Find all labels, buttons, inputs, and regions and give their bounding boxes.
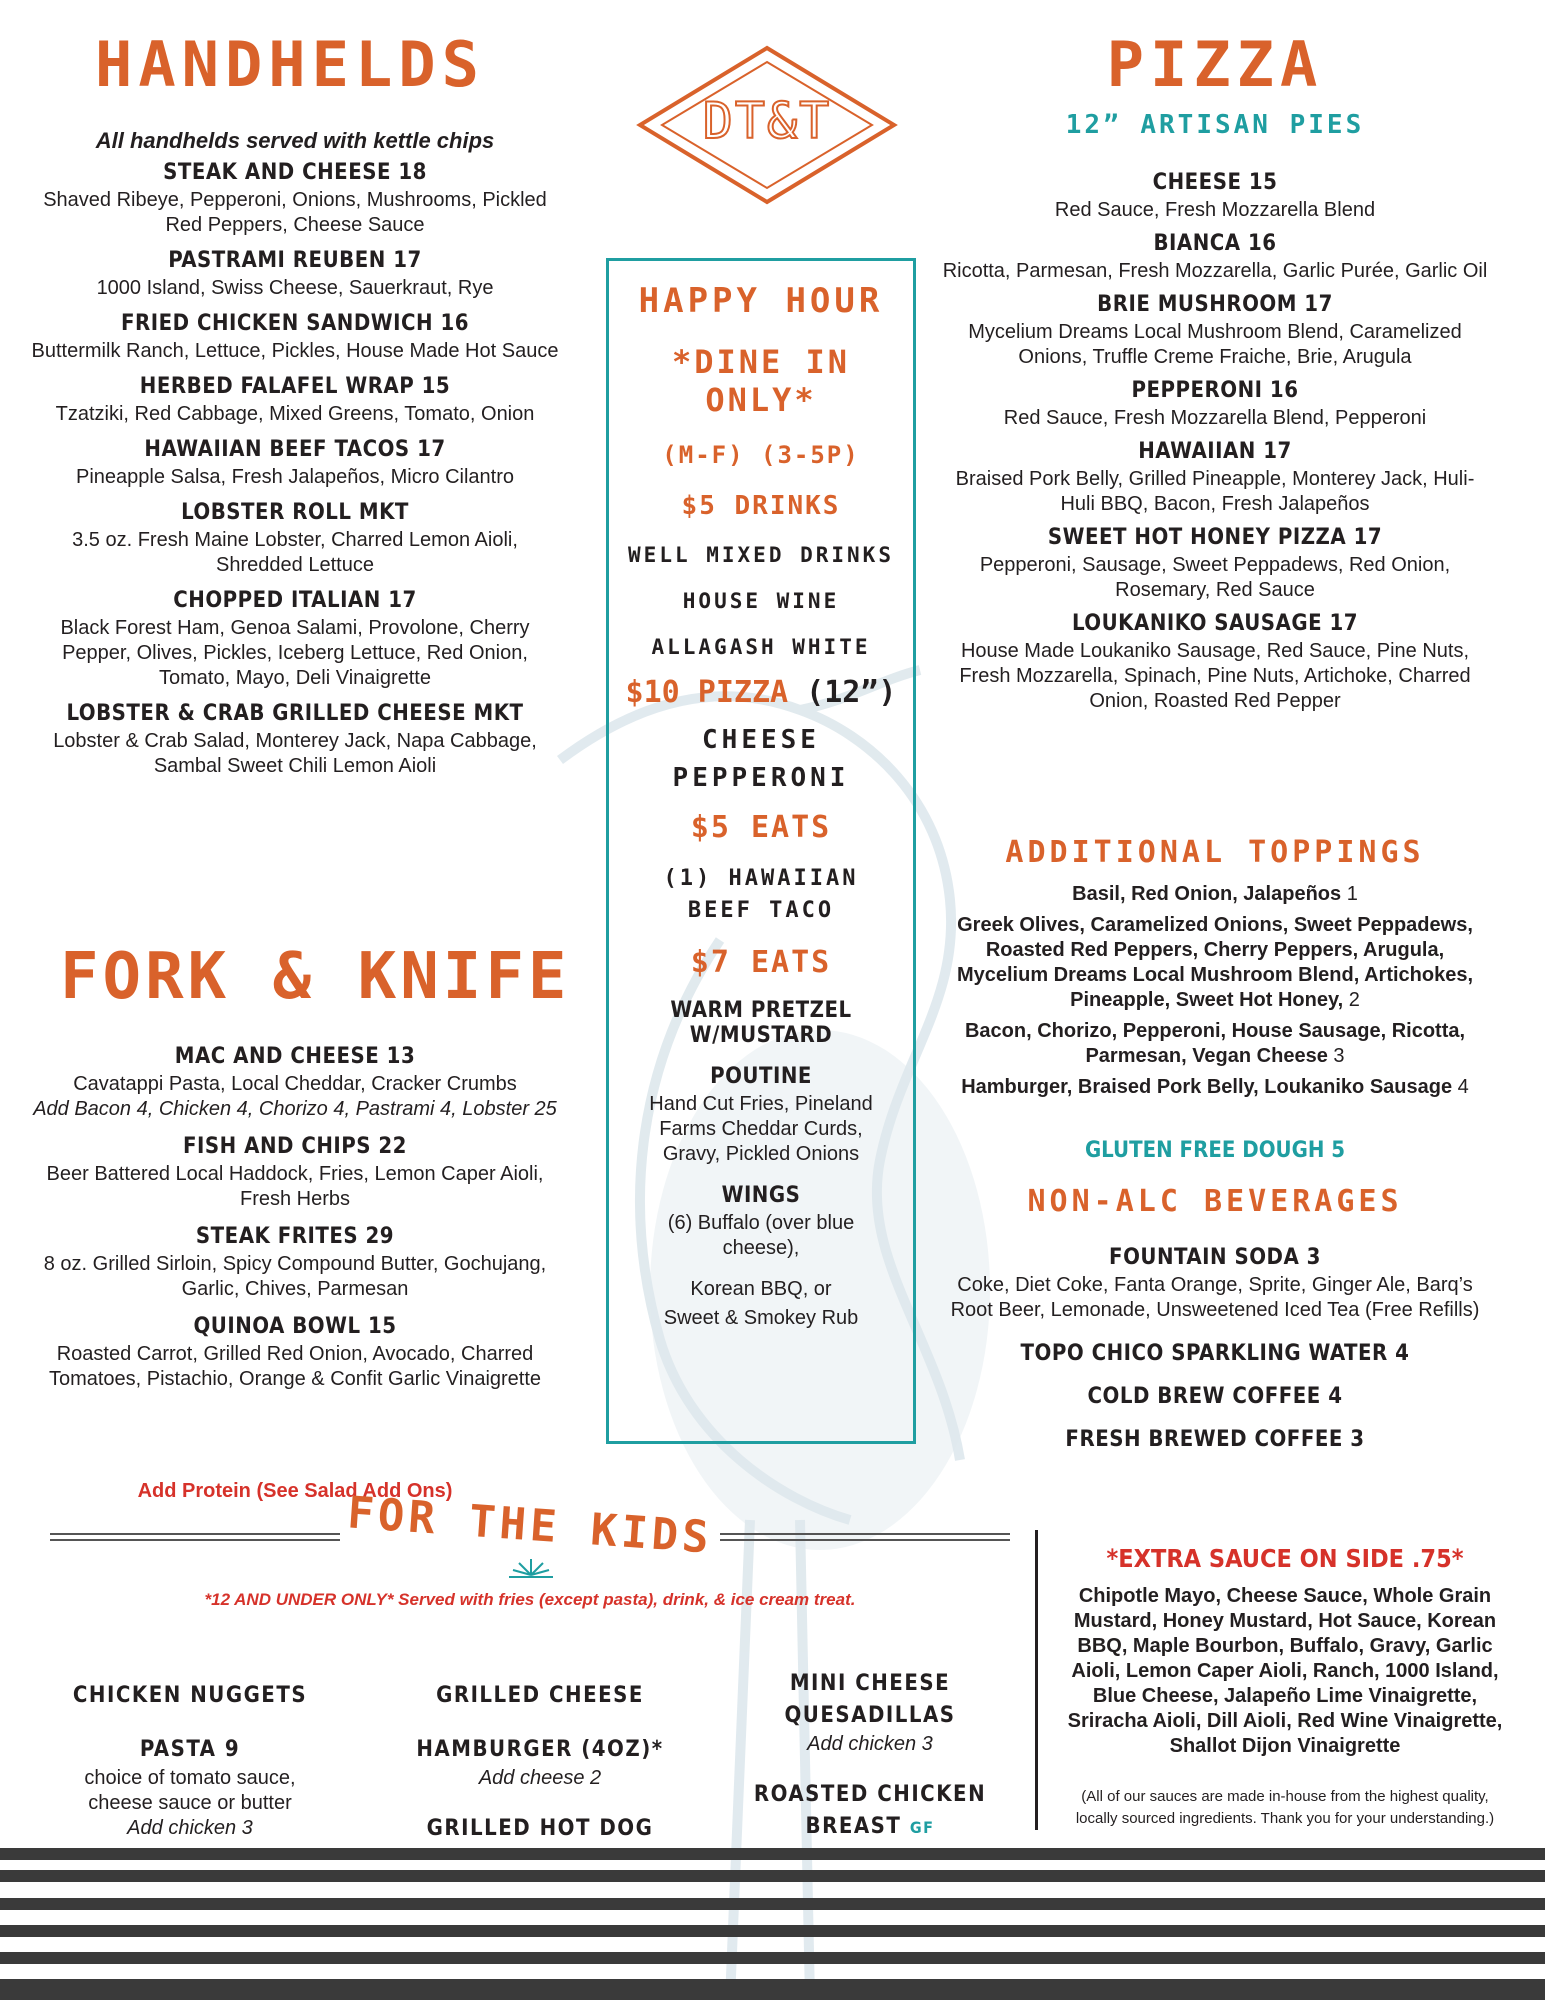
menu-item-name: BRIE MUSHROOM 17 xyxy=(1097,292,1333,317)
menu-item-name: QUINOA BOWL 15 xyxy=(193,1314,397,1339)
eats7-title: $7 EATS xyxy=(690,945,832,980)
menu-item xyxy=(940,1384,1490,1409)
topping-group-text: Hamburger, Braised Pork Belly, Loukaniko Sausage xyxy=(961,1076,1453,1098)
menu-item xyxy=(940,378,1490,431)
wings-option: Korean BBQ, or xyxy=(690,1278,832,1300)
kids-item-name xyxy=(730,1668,1010,1732)
menu-item-name: HAWAIIAN 17 xyxy=(1138,439,1292,464)
sauce-footnote: (All of our sauces are made in-house from the highest quality, locally sourced ingredients. Thank you for your understanding.) xyxy=(1075,1788,1495,1827)
stripe xyxy=(0,1925,1545,1937)
gluten-free-tag: GF xyxy=(909,1818,935,1837)
menu-item-desc: 1000 Island, Swiss Cheese, Sauerkraut, Rye xyxy=(96,277,494,299)
pizza-special-item: CHEESE xyxy=(702,725,820,755)
topping-group-text: Basil, Red Onion, Jalapeños xyxy=(1072,883,1342,905)
eats7-item xyxy=(609,1064,913,1167)
kids-item xyxy=(50,1734,330,1841)
topping-group-price: 1 xyxy=(1346,883,1358,905)
pizza-special-item: PEPPERONI xyxy=(672,763,850,793)
menu-item-note: Add Bacon 4, Chicken 4, Chorizo 4, Pastrami 4, Lobster 25 xyxy=(33,1098,557,1120)
eats7-name: WARM PRETZEL W/MUSTARD xyxy=(670,998,852,1048)
menu-item-name: TOPO CHICO SPARKLING WATER 4 xyxy=(1020,1341,1410,1366)
pizza-special-title: $10 PIZZA xyxy=(625,675,789,710)
dine-in-only: *DINE IN ONLY* xyxy=(671,343,851,419)
menu-item-name: FISH AND CHIPS 22 xyxy=(183,1134,407,1159)
menu-item xyxy=(940,611,1490,714)
kids-col2 xyxy=(400,1680,680,1867)
menu-item xyxy=(30,1224,560,1302)
sauce-divider xyxy=(1035,1530,1038,1830)
menu-item-name: CHEESE 15 xyxy=(1152,170,1278,195)
kids-item-name-text: PASTA 9 xyxy=(139,1737,241,1762)
menu-item xyxy=(30,500,560,578)
menu-item xyxy=(940,525,1490,603)
pizza-list xyxy=(940,170,1490,722)
fork-knife-list xyxy=(30,1044,560,1404)
drinks-title: $5 DRINKS xyxy=(681,491,841,521)
dtt-logo-text: DT&T xyxy=(702,92,832,150)
menu-item-name: PEPPERONI 16 xyxy=(1131,378,1299,403)
kids-item xyxy=(50,1680,330,1712)
pizza-title: PIZZA xyxy=(1106,28,1324,101)
menu-item xyxy=(940,1427,1490,1452)
beverages-list xyxy=(940,1245,1490,1470)
kids-item xyxy=(400,1813,680,1845)
happy-hour-box xyxy=(606,258,916,1444)
sauce-list: Chipotle Mayo, Cheese Sauce, Whole Grain Mustard, Honey Mustard, Hot Sauce, Korean BBQ, Maple Bourbon, Buffalo, Gravy, Garlic Aioli, Lemon Caper Aioli, Ranch, 1000 Island, Blue Cheese, Jalapeño Lime Vinaigrette, Sriracha Aioli, Dill Aioli, Red Wine Vinaigrette, Shallot Dijon Vinaigrette xyxy=(1067,1585,1503,1757)
kids-item-name-text: HAMBURGER (4OZ)* xyxy=(416,1737,664,1762)
eats5-item: (1) HAWAIIAN BEEF TACO xyxy=(663,866,859,923)
menu-item xyxy=(30,248,560,301)
menu-item-name: BIANCA 16 xyxy=(1153,231,1277,256)
menu-item-desc: Shaved Ribeye, Pepperoni, Onions, Mushrooms, Pickled Red Peppers, Cheese Sauce xyxy=(43,189,547,236)
menu-item-desc: Pineapple Salsa, Fresh Jalapeños, Micro Cilantro xyxy=(76,466,514,488)
menu-item-name: FOUNTAIN SODA 3 xyxy=(1109,1245,1321,1270)
drink-item: HOUSE WINE xyxy=(682,589,840,613)
eats7-desc: (6) Buffalo (over blue cheese), xyxy=(667,1212,855,1259)
kids-rule-left xyxy=(50,1533,340,1541)
gluten-free-dough: GLUTEN FREE DOUGH 5 xyxy=(1084,1138,1346,1163)
eats7-item xyxy=(609,1183,913,1261)
menu-item-desc: Braised Pork Belly, Grilled Pineapple, Monterey Jack, Huli-Huli BBQ, Bacon, Fresh Jalapeños xyxy=(955,468,1475,515)
topping-group-price: 3 xyxy=(1333,1045,1345,1067)
eats5-title: $5 EATS xyxy=(690,810,832,845)
menu-item-desc: Cavatappi Pasta, Local Cheddar, Cracker Crumbs xyxy=(73,1073,517,1095)
kids-item xyxy=(730,1668,1010,1757)
menu-item-desc: Beer Battered Local Haddock, Fries, Lemon Caper Aioli, Fresh Herbs xyxy=(46,1163,544,1210)
kids-item-name xyxy=(50,1734,330,1766)
menu-item-name: HERBED FALAFEL WRAP 15 xyxy=(139,374,451,399)
menu-item-name: STEAK AND CHEESE 18 xyxy=(163,160,427,185)
menu-item-desc: Lobster & Crab Salad, Monterey Jack, Napa Cabbage, Sambal Sweet Chili Lemon Aioli xyxy=(53,730,537,777)
menu-item-name: FRIED CHICKEN SANDWICH 16 xyxy=(120,311,470,336)
eats7-name: POUTINE xyxy=(710,1064,812,1089)
kids-item-name xyxy=(50,1680,330,1712)
topping-group xyxy=(945,882,1485,907)
topping-group xyxy=(945,1075,1485,1100)
menu-item-name: CHOPPED ITALIAN 17 xyxy=(173,588,417,613)
kids-rule-right xyxy=(720,1533,1010,1541)
menu-item-desc: Pepperoni, Sausage, Sweet Peppadews, Red Onion, Rosemary, Red Sauce xyxy=(979,554,1451,601)
topping-group xyxy=(945,913,1485,1013)
menu-item xyxy=(30,437,560,490)
kids-item-note: Add chicken 3 xyxy=(127,1817,253,1839)
menu-item-desc: Coke, Diet Coke, Fanta Orange, Sprite, Ginger Ale, Barq’s Root Beer, Lemonade, Unsweetened Iced Tea (Free Refills) xyxy=(950,1274,1480,1321)
kids-item-name xyxy=(400,1813,680,1845)
menu-item-name: FRESH BREWED COFFEE 3 xyxy=(1065,1427,1365,1452)
kids-item xyxy=(400,1680,680,1712)
kids-item-note: Add cheese 2 xyxy=(478,1767,602,1789)
drink-item: WELL MIXED DRINKS xyxy=(628,543,894,567)
kids-note: *12 AND UNDER ONLY* Served with fries (except pasta), drink, & ice cream treat. xyxy=(204,1590,856,1609)
kids-item-name-text: GRILLED HOT DOG xyxy=(426,1816,654,1841)
handhelds-list xyxy=(30,160,560,789)
happy-hour-title: HAPPY HOUR xyxy=(638,281,884,321)
menu-item-desc: Tzatziki, Red Cabbage, Mixed Greens, Tomato, Onion xyxy=(55,403,535,425)
menu-item-name: STEAK FRITES 29 xyxy=(195,1224,395,1249)
stripe xyxy=(0,1952,1545,1964)
menu-item-desc: Ricotta, Parmesan, Fresh Mozzarella, Garlic Purée, Garlic Oil xyxy=(942,260,1488,282)
kids-item-name-text: GRILLED CHEESE xyxy=(436,1683,644,1708)
menu-item xyxy=(30,311,560,364)
kids-item-name-text: ROASTED CHICKEN BREAST xyxy=(753,1782,987,1839)
menu-item-desc: Roasted Carrot, Grilled Red Onion, Avocado, Charred Tomatoes, Pistachio, Orange & Confit Garlic Vinaigrette xyxy=(48,1343,542,1390)
sunburst-icon xyxy=(505,1555,557,1581)
menu-item-name: MAC AND CHEESE 13 xyxy=(174,1044,416,1069)
menu-item xyxy=(30,1044,560,1122)
menu-item xyxy=(30,160,560,238)
topping-group-price: 4 xyxy=(1457,1076,1469,1098)
happy-hour-hours: (M-F) (3-5P) xyxy=(662,441,860,469)
menu-item-desc: Buttermilk Ranch, Lettuce, Pickles, House Made Hot Sauce xyxy=(31,340,559,362)
sauce-title: *EXTRA SAUCE ON SIDE .75* xyxy=(1106,1544,1464,1573)
menu-item-desc: Black Forest Ham, Genoa Salami, Provolone, Cherry Pepper, Olives, Pickles, Iceberg Lettuce, Red Onion, Tomato, Mayo, Deli Vinaigrette xyxy=(60,617,530,689)
pizza-special xyxy=(609,675,913,710)
stripe xyxy=(0,1848,1545,1860)
menu-item xyxy=(30,588,560,691)
fork-knife-title: FORK & KNIFE xyxy=(60,940,571,1014)
kids-item-name xyxy=(730,1779,1010,1844)
menu-item-desc: 8 oz. Grilled Sirloin, Spicy Compound Butter, Gochujang, Garlic, Chives, Parmesan xyxy=(43,1253,547,1300)
menu-item-desc: Red Sauce, Fresh Mozzarella Blend, Pepperoni xyxy=(1003,407,1427,429)
eats7-item xyxy=(609,998,913,1048)
menu-item xyxy=(940,170,1490,223)
handhelds-subtitle: All handhelds served with kettle chips xyxy=(95,128,495,153)
handhelds-title: HANDHELDS xyxy=(95,28,485,101)
kids-col1 xyxy=(50,1680,330,1863)
topping-group-text: Bacon, Chorizo, Pepperoni, House Sausage, Ricotta, Parmesan, Vegan Cheese xyxy=(964,1020,1466,1067)
eats7-desc: Hand Cut Fries, Pineland Farms Cheddar Curds, Gravy, Pickled Onions xyxy=(649,1093,873,1165)
toppings-list xyxy=(945,882,1485,1106)
menu-item-name: PASTRAMI REUBEN 17 xyxy=(168,248,422,273)
menu-item xyxy=(940,1341,1490,1366)
menu-item-desc: House Made Loukaniko Sausage, Red Sauce, Pine Nuts, Fresh Mozzarella, Spinach, Pine Nuts, Artichoke, Charred Onion, Roasted Red Pepper xyxy=(959,640,1471,712)
stripe xyxy=(0,1898,1545,1910)
protein-note: Add Protein (See Salad Add Ons) xyxy=(137,1480,453,1502)
menu-item-desc: Mycelium Dreams Local Mushroom Blend, Caramelized Onions, Truffle Creme Fraiche, Brie, Arugula xyxy=(968,321,1462,368)
menu-item xyxy=(30,701,560,779)
topping-group-price: 2 xyxy=(1348,989,1360,1011)
drink-item: ALLAGASH WHITE xyxy=(651,635,871,659)
menu-item-name: SWEET HOT HONEY PIZZA 17 xyxy=(1047,525,1383,550)
menu-item-desc: 3.5 oz. Fresh Maine Lobster, Charred Lemon Aioli, Shredded Lettuce xyxy=(72,529,518,576)
kids-item-note: Add chicken 3 xyxy=(807,1733,933,1755)
eats7-name: WINGS xyxy=(721,1183,801,1208)
kids-title: FOR THE KIDS xyxy=(345,1487,715,1564)
wings-option: Sweet & Smokey Rub xyxy=(663,1307,859,1329)
menu-item xyxy=(940,1245,1490,1323)
kids-item-desc: choice of tomato sauce, cheese sauce or butter xyxy=(84,1767,296,1814)
topping-group xyxy=(945,1019,1485,1069)
beverages-title: NON-ALC BEVERAGES xyxy=(1027,1184,1403,1219)
menu-item-name: LOBSTER & CRAB GRILLED CHEESE MKT xyxy=(66,701,524,726)
kids-item-name-text: MINI CHEESE QUESADILLAS xyxy=(784,1671,956,1728)
kids-item-name xyxy=(400,1680,680,1712)
kids-col3 xyxy=(730,1668,1010,1866)
menu-item-name: LOUKANIKO SAUSAGE 17 xyxy=(1071,611,1359,636)
menu-item xyxy=(30,374,560,427)
menu-item-desc: Red Sauce, Fresh Mozzarella Blend xyxy=(1054,199,1376,221)
pizza-subtitle: 12” ARTISAN PIES xyxy=(1065,110,1365,140)
menu-item xyxy=(30,1314,560,1392)
kids-item xyxy=(400,1734,680,1791)
topping-group-text: Greek Olives, Caramelized Onions, Sweet Peppadews, Roasted Red Peppers, Cherry Peppers, Arugula, Mycelium Dreams Local Mushroom Blend, Artichokes, Pineapple, Sweet Hot Honey, xyxy=(956,914,1474,1011)
pizza-special-size: (12”) xyxy=(806,675,897,710)
menu-item xyxy=(30,1134,560,1212)
menu-item xyxy=(940,439,1490,517)
toppings-title: ADDITIONAL TOPPINGS xyxy=(1005,835,1425,870)
kids-item-name xyxy=(400,1734,680,1766)
kids-item xyxy=(730,1779,1010,1844)
kids-item-name-text: CHICKEN NUGGETS xyxy=(72,1683,308,1708)
menu-item-name: HAWAIIAN BEEF TACOS 17 xyxy=(144,437,446,462)
stripe xyxy=(0,1979,1545,2000)
stripe xyxy=(0,1870,1545,1882)
menu-item xyxy=(940,292,1490,370)
menu-item xyxy=(940,231,1490,284)
menu-item-name: COLD BREW COFFEE 4 xyxy=(1087,1384,1343,1409)
menu-item-name: LOBSTER ROLL MKT xyxy=(181,500,409,525)
